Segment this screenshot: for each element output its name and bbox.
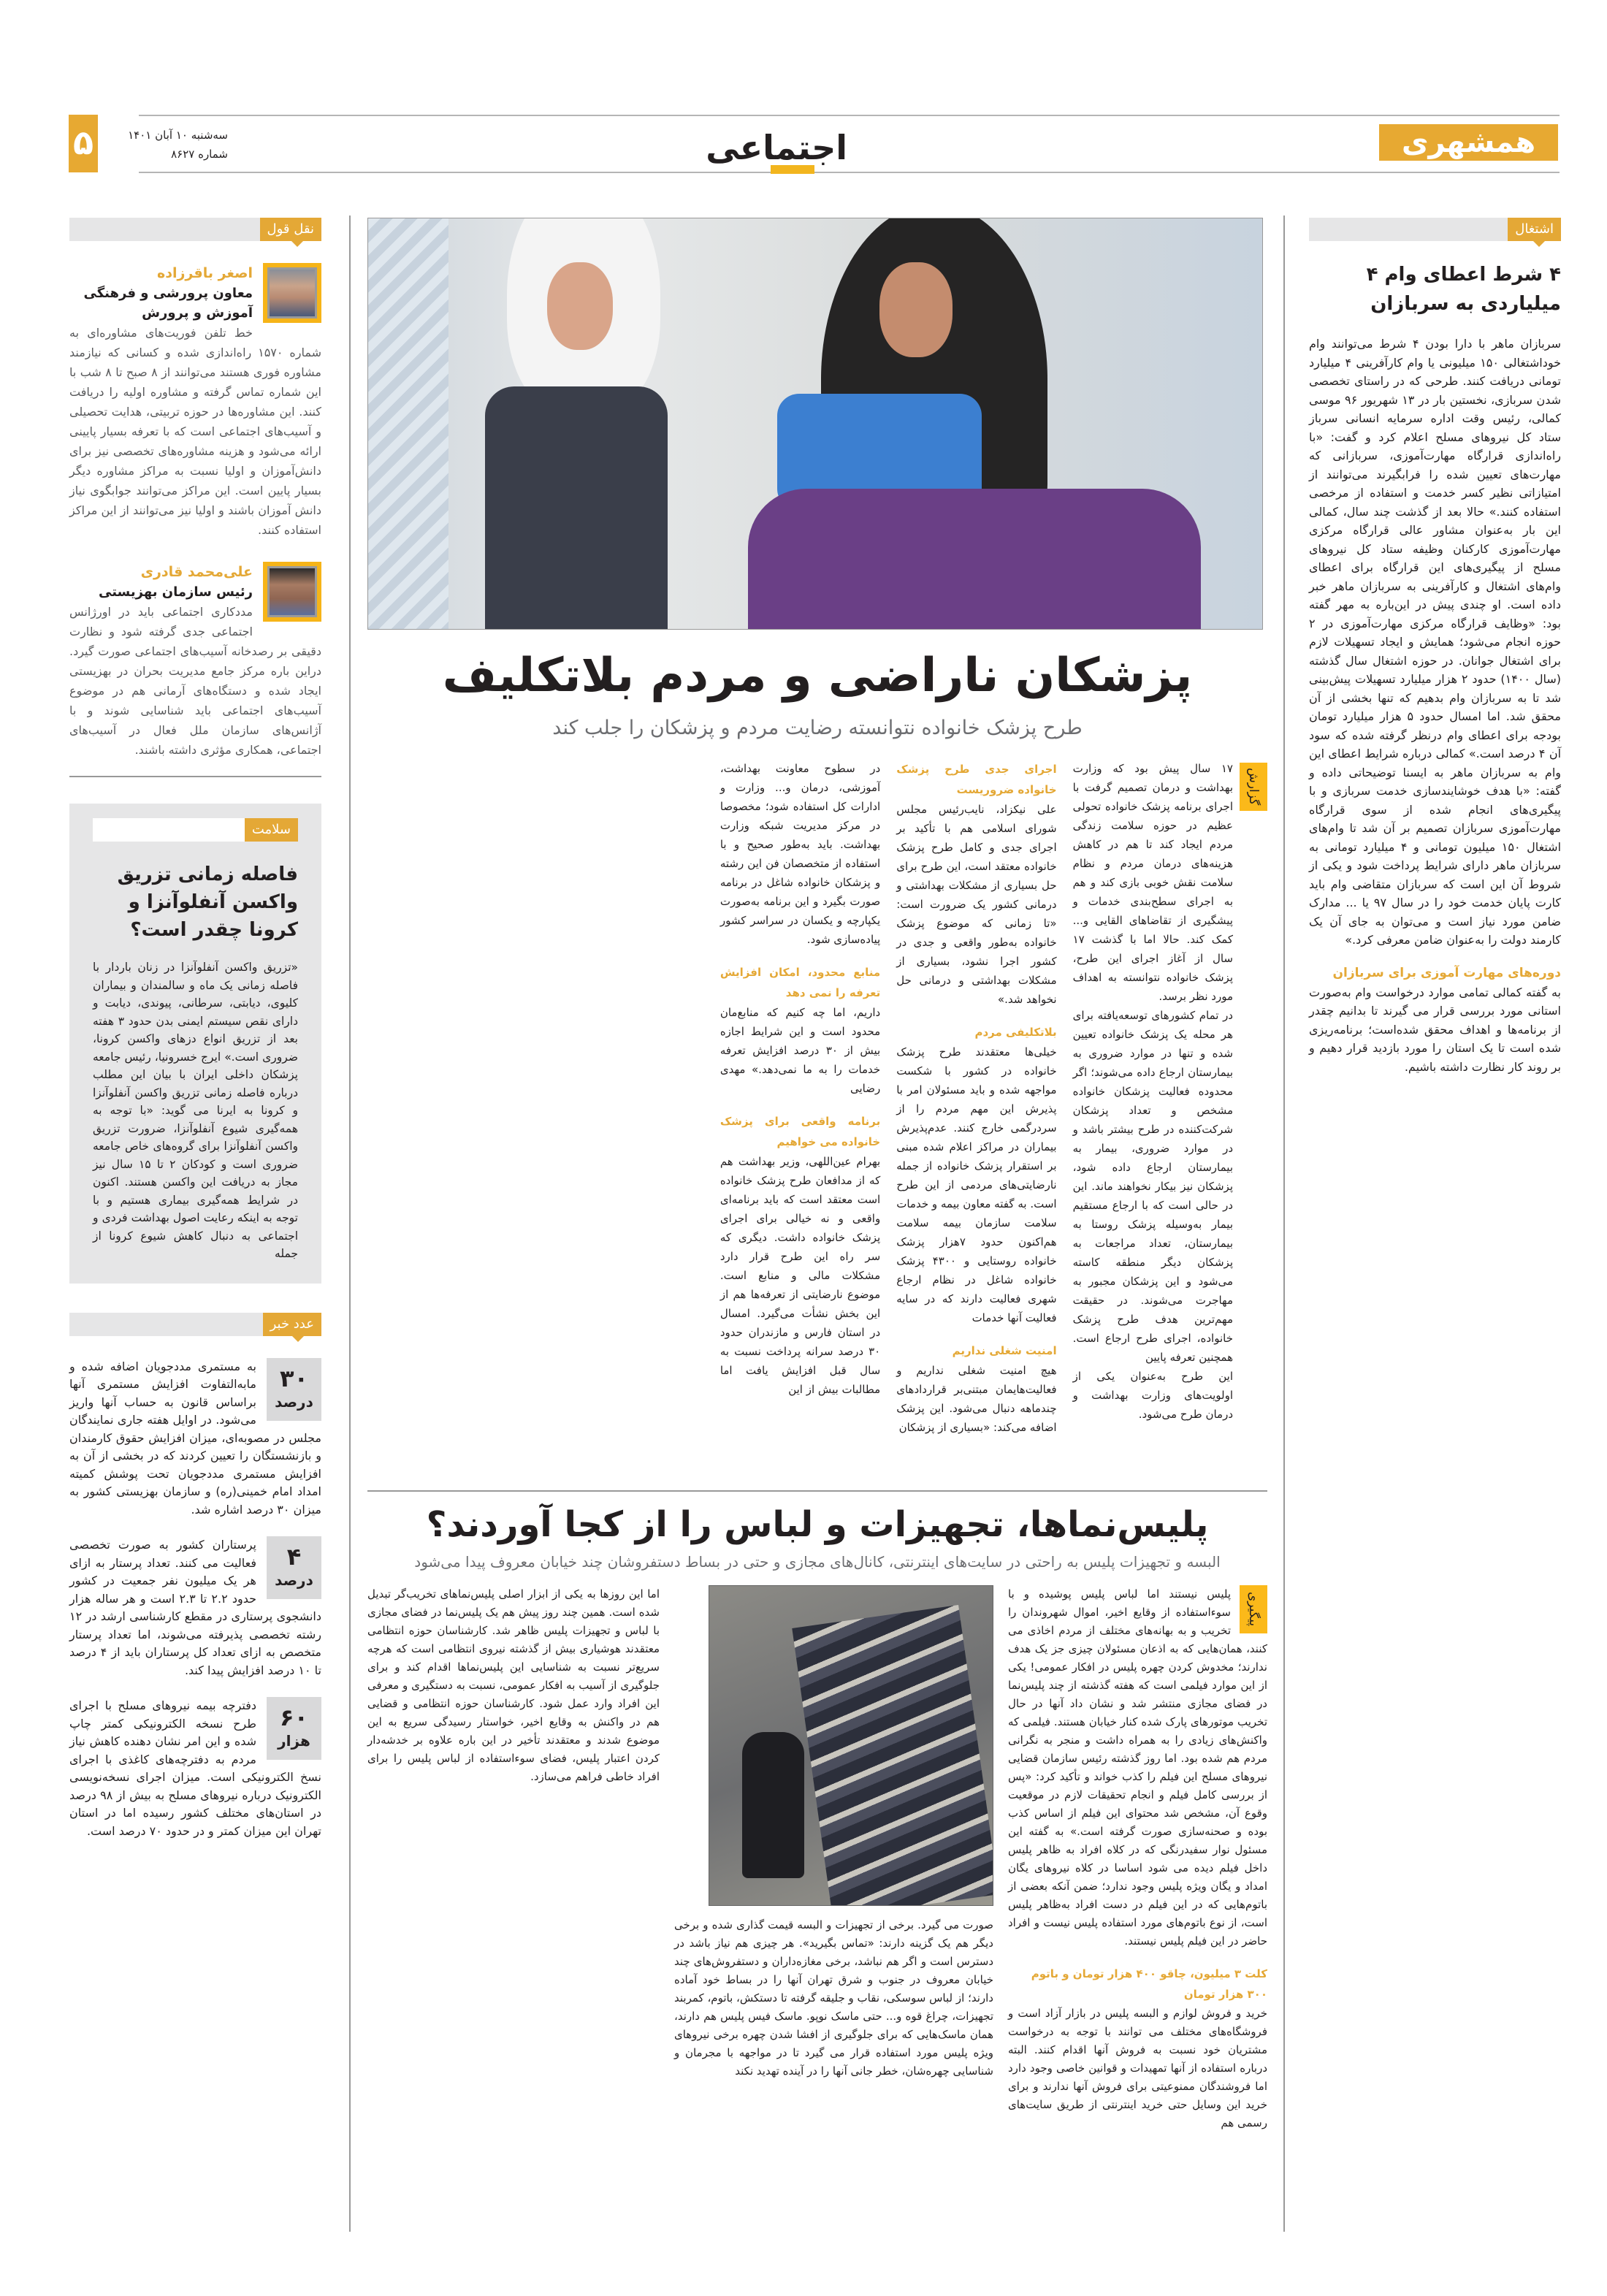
police-headline: پلیس‌نماها، تجهیزات و لباس را از کجا آوردند؟ xyxy=(426,1504,1209,1545)
number-item xyxy=(69,1697,321,1840)
article-photo xyxy=(367,218,1263,630)
police-col-right xyxy=(1008,1585,1267,2132)
newspaper-logo: همشهری xyxy=(1379,124,1558,161)
article-subheading: امنیت شغلی نداریم xyxy=(952,1344,1057,1357)
article-subheading: بلاتکلیفی مردم xyxy=(974,1026,1057,1039)
police-subheading: کلت ۳ میلیون، چاقو ۴۰۰ هزار تومان و باتوم ۳۰۰ هزار تومان xyxy=(1031,1967,1267,2001)
header-rule-bottom xyxy=(139,172,1560,173)
number-text: دفترچه بیمه نیروهای مسلح با اجرای طرح نسخه الکترونیکی کمتر چاپ شده و این امر نشان دهنده کاهش نیاز مردم به دفترچه‌های کاغذی با اجرای نسخ الکترونیکی است. میزان اجرای نسخه‌نویسی الکترونیک درباره نیروهای مسلح به بیش از ۹۸ درصد در استان‌های مختلف کشور رسیده اما در استان تهران این میزان کمتر و در حدود ۷۰ درصد است. xyxy=(69,1698,321,1838)
jobs-paragraph: سربازان ماهر با دارا بودن ۴ شرط می‌توانند وام خوداشتغالی ۱۵۰ میلیونی یا وام کارآفرینی ۴ میلیارد تومانی دریافت کنند. طرحی که در راستای تخصصی شدن سربازی، نخستین بار در ۱۳ شهریور ۹۶ موسی کمالی، رئیس وقت اداره سرمایه انسانی سرباز ستاد کل نیروهای مسلح اعلام کرد و گفت: «با راه‌اندازی قرارگاه مهارت‌آموزی، سربازانی که مهارت‌های تعیین شده را فرابگیرند می‌توانند از امتیازاتی نظیر کسر خدمت و استفاده از مرخصی استفاده کنند.» حالا بعد از گذشت چند سال، کمالی این بار به‌عنوان مشاور عالی قرارگاه مرکزی مهارت‌آموزی کارکنان وظیفه ستاد کل نیروهای مسلح از پیگیری‌های این قرارگاه برای اعطای وام‌های اشتغال و کارآفرینی به سربازان ماهر خبر داده است. او چندی پیش در این‌باره به مهر گفته بود: «وظایف قرارگاه مرکزی مهارت‌آموزی در ۲ حوزه انجام می‌شود؛ همایش و ایجاد تسهیلات لازم برای اشتغال جوانان. در حوزه اشتغال سال گذشته (سال ۱۴۰۰) حدود ۲ هزار میلیارد تسهیلات پیش‌بینی شد تا به سربازان وام بدهیم که تنها بخشی از آن محقق شد. اما امسال حدود ۵ هزار میلیارد تومان بودجه برای اعطای وام درنظر گرفته شده که سود آن ۴ درصد است.» کمالی درباره شرایط اعطای این وام به سربازان ماهر به ایسنا توضیحاتی داده و گفته: «با هدف خوشایندسازی خدمت سربازی و با پیگیری‌های انجام شده از سوی قرارگاه مهارت‌آموزی سربازان تصمیم بر آن شد تا وام‌های اشتغال ۱۵۰ میلیون تومانی و ۴ میلیارد تومانی به سربازان ماهر دارای شرایط پرداخت شود و یکی از شروط آن این است که سربازان متقاضی وام باید کارت پایان خدمت خود را در سال ۹۷ یا ... مدارک ضامن مورد نیاز است و می‌توان به جای آن یک کارمند دولت را به‌عنوان ضامن معرفی کرد.» xyxy=(1309,337,1562,947)
police-col-left: اما این روزها به یکی از ابزار اصلی پلیس‌نماهای تخریب‌گر تبدیل شده است. همین چند روز پیش هم یک پلیس‌نما در فضای مجازی با لباس و تجهیزات پلیس ظاهر شد. کارشناسان حوزه انتظامی معتقدند هوشیاری بیش از گذشته نیروی انتظامی است که هرچه سریع‌تر نسبت به شناسایی این پلیس‌نماها اقدام کند و برای جلوگیری از آسیب به افکار عمومی، نسبت به دستگیری و معرفی این افراد وارد عمل شود. کارشناسان حوزه انتظامی و قضایی هم در واکنش به وقایع اخیر، خواستار رسیدگی سریع به این موضوع شدند و معتقدند تأخیر در این باره علاوه بر خدشه‌دار کردن اعتبار پلیس، فضای سوءاستفاده از لباس پلیس را برای افراد خاطی فراهم می‌سازد. xyxy=(367,1587,660,1783)
jobs-paragraph: به گفته کمالی تمامی موارد درخواست وام به‌صورت استانی مورد بررسی قرار می گیرند تا بدانیم چقدر از برنامه‌ها و اهداف محقق شده‌است؛ برنامه‌ریزی شده است تا یک استان را مورد بازدید قرار دهیم و بر روند کار نظارت داشته باشیم. xyxy=(1309,985,1561,1074)
quote-role: معاون پرورشی و فرهنگی آموزش و پرورش xyxy=(83,286,253,321)
number-unit: هزار xyxy=(278,1732,310,1750)
number-badge xyxy=(267,1697,321,1760)
article-paragraph: در تمام کشورهای توسعه‌یافته برای هر محله یک پزشک خانواده تعیین شده و تنها در موارد ضروری به بیمارستان ارجاع داده می‌شوند؛ اگر محدوده فعالیت پزشکان خانواده مشخص و تعداد پزشکان شرکت‌کننده در طرح بیشتر باشد و در موارد ضروری، بیمار به بیمارستان ارجاع داده شود، پزشکان نیز بیکار نخواهند ماند. این در حالی است که با ارجاع مستقیم بیمار به‌وسیله پزشک روستا به بیمارستان، تعداد مراجعات به پزشکان دیگر منطقه کاسته می‌شود و این پزشکان مجبور به مهاجرت می‌شوند. در حقیقت مهم‌ترین هدف طرح پزشک خانواده، اجرای طرح ارجاع است. همچنین تعرفه پایین xyxy=(1072,1009,1233,1364)
article-subheading: برنامه واقعی برای پزشک خانواده می خواهیم xyxy=(719,1115,881,1148)
number-item xyxy=(69,1536,321,1679)
number-item xyxy=(69,1358,321,1519)
main-deck: طرح پزشک خانواده نتوانسته رضایت مردم و پزشکان را جلب کند xyxy=(552,717,1083,739)
police-text: پلیس نیستند اما لباس پلیس پوشیده و با سوءاستفاده از وقایع اخیر، اموال شهروندان را تخریب و به بهانه‌های مختلف از مردم اخاذی می کنند، همان‌هایی که به اذعان مسئولان چیزی جز یک هدف ندارند؛ مخدوش کردن چهره پلیس در افکار عمومی! یکی از این موارد فیلمی است که هفته گذشته از چند پلیس‌نما در فضای مجازی منتشر شد و نشان داد آنها در حال تخریب موتورهای پارک شده کنار خیابان هستند. فیلمی که واکنش‌های زیادی را به همراه داشت و منجر به نگرانی مردم هم شده بود. اما روز گذشته رئیس سازمان قضایی نیروهای مسلح این فیلم را کذب خواند و تأکید کرد: «پس از بررسی کامل فیلم و انجام تحقیقات لازم در موقعیت وقوع آن، مشخص شد محتوای این فیلم از اساس کذب بوده و صحنه‌سازی صورت گرفته است.» به گفته این مسئول نوار سفیدرنگی که در کلاه افراد به ظاهر پلیس داخل فیلم دیده می شود اساسا در کلاه نیروهای یگان امداد و یگان ویژه پلیس وجود ندارد؛ ضمن آنکه بعضی از باتوم‌هایی که در این فیلم در دست افراد به‌ظاهر پلیس است، از نوع باتوم‌های مورد استفاده پلیس نیست و افراد حاضر در این فیلم پلیس نیستند. xyxy=(1008,1587,1267,1948)
article-paragraph: داریم، اما چه کنیم که منابع‌مان محدود است و این شرایط اجازه بیش از ۳۰ درصد افزایش تعرفه خدمات را به ما نمی‌دهد.» مهدی رضایی xyxy=(719,1006,881,1095)
numbers-tag-label: عدد خبر xyxy=(263,1313,321,1336)
article-paragraph: خیلی‌ها معتقدند طرح پزشک خانواده در کشور با شکست مواجهه شده و باید مسئولان امر با پذیرش این مهم مردم را از سردرگمی خارج کنند. عدم‌پذیرش بیماران در مراکز اعلام شده مبنی بر استقرار پزشک خانواده از جمله نارضایتی‌های مردمی از این طرح است. به گفته معاون بیمه و خدمات سلامت سازمان بیمه سلامت هم‌اکنون حدود ۷هزار پزشک خانواده روستایی و ۴۳۰۰ پزشک خانواده شاغل در نظام ارجاع شهری فعالیت دارند که در سایه فعالیت آنها خدمات xyxy=(896,1045,1057,1324)
number-text: پرستاران کشور به صورت تخصصی فعالیت می کنند. تعداد پرستار به ازای هر یک میلیون نفر جمعیت در کشور حدود ۲.۲ تا ۲.۳ است و هر ساله هزار دانشجوی پرستاری در مقطع کارشناسی ارشد در ۱۲ رشته تخصصی پذیرفته می‌شوند، اما تعداد پرستار متخصص به ازای تعداد کل پرستاران باید از ۴ درصد تا ۱۰ درصد افزایش پیدا کند. xyxy=(69,1538,321,1677)
section-title xyxy=(706,126,847,174)
jobs-tag-label: اشتغال xyxy=(1508,218,1561,241)
number-unit: درصد xyxy=(275,1571,313,1589)
left-sidebar xyxy=(69,218,321,1840)
number-value: ۴ xyxy=(286,1543,302,1571)
jobs-body xyxy=(1309,335,1561,1076)
jobs-title: ۴ شرط اعطای وام ۴ میلیاردی به سربازان xyxy=(1366,264,1561,315)
police-col-mid: صورت می گیرد. برخی از تجهیزات و البسه قیمت گذاری شده و برخی دیگر هم یک گزینه دارند: «تماس بگیرید». هر چیزی هم نیاز باشد در دسترس است و اگر هم نباشد، برخی مغازه‌داران و دستفروش‌های چند خیابان معروف در جنوب و شرق تهران آنها را در بساط خود آماده دارند؛ از لباس سوسکی، نقاب و جلیقه گرفته تا دستکش، باتوم، کمربند تجهیزات، چراغ قوه و... حتی ماسک نوپو. ماسک فیس پلیس هم دارند، همان ماسک‌هایی که برای جلوگیری از افشا شدن چهره برخی نیروهای ویژه پلیس مورد استفاده قرار می گیرد تا در مواجهه با مجرمان و شناسایی چهره‌شان، خطر جانی آنها را در آینده تهدید نکند xyxy=(674,1918,993,2078)
issue-number: شماره ۸۶۲۷ xyxy=(171,148,228,161)
issue-date: سه‌شنبه ۱۰ آبان ۱۴۰۱ xyxy=(128,129,228,142)
number-unit: درصد xyxy=(275,1392,313,1411)
police-col-mid-wrap xyxy=(674,1585,993,2080)
curtain xyxy=(368,218,448,629)
page-number: ۵ xyxy=(69,115,98,172)
police-body xyxy=(367,1585,1267,2132)
jobs-subheading: دوره‌های مهارت آموزی برای سربازان xyxy=(1332,965,1561,980)
quote-role: رئیس سازمان بهزیستی xyxy=(98,584,253,600)
health-title: فاصله زمانی تزریق واکسن آنفلوآنزا و کرونا چقدر است؟ xyxy=(117,863,298,941)
police-photo xyxy=(709,1585,993,1906)
quote-item xyxy=(69,562,321,760)
article-paragraph: بهرام عین‌اللهی، وزیر بهداشت هم که از مدافعان طرح پزشک خانواده است معتقد است که باید برنامه‌ای واقعی و نه خیالی برای اجرای پزشک خانواده داشت. دیگری که سر راه این طرح قرار دارد مشکلات مالی و منابع است. موضوع نارضایتی از تعرفه‌ها هم از این بخش نشأت می‌گیرد. امسال در استان فارس و مازندران حدود ۳۰ درصد سرانه پرداخت نسبت به سال قبل افزایش یافت اما مطالبات بیش از این xyxy=(719,1155,881,1396)
section-title-text: اجتماعی xyxy=(706,128,847,167)
main-article-body xyxy=(367,759,1233,1438)
quotes-tag xyxy=(69,218,321,241)
article-subheading: منابع محدود، امکان افزایش تعرفه را نمی دهد xyxy=(719,966,881,999)
right-column xyxy=(1309,218,1561,1076)
number-value: ۳۰ xyxy=(279,1364,309,1392)
avatar xyxy=(263,263,321,323)
numbers-tag xyxy=(69,1313,321,1336)
motorcycles xyxy=(792,1605,993,1906)
quote-text: مددکاری اجتماعی باید در اورژانس اجتماعی جدی گرفته شود و نظارت دقیقی بر رصدخانه آسیب‌های اجتماعی صورت گیرد. دراین باره مرکز جامع مدیریت بحران در بهزیستی ایجاد شده و دستگاه‌های آرمانی هم در موضوع آسیب‌های اجتماعی باید شناسایی شوند و با آژانس‌های سازمان ملل فعال در آسیب‌های اجتماعی، همکاری مؤثری داشته باشند. xyxy=(69,605,321,757)
article-paragraph: هیچ امنیت شغلی نداریم و فعالیت‌هایمان مبتنی‌بر قراردادهای چندماهه دنبال می‌شود. این پزشک اضافه می‌کند: «بسیاری از پزشکان xyxy=(896,1364,1057,1434)
article-paragraph: این طرح به‌عنوان یکی از اولویت‌های وزارت بهداشت و درمان طرح می‌شود. xyxy=(1072,1370,1233,1421)
nurse-face xyxy=(547,262,613,350)
dateline xyxy=(104,126,228,164)
jobs-tag xyxy=(1309,218,1561,241)
article-paragraph: علی نیکزاد، نایب‌رئیس مجلس شورای اسلامی هم با تأکید بر اجرای جدی و کامل طرح پزشک خانواده معتقد است، این طرح برای حل بسیاری از مشکلات بهداشتی و درمانی کشور یک ضرورت است: «تا زمانی که موضوع پزشک خانواده به‌طور واقعی و جدی در کشور اجرا نشود، بسیاری از مشکلات بهداشتی و درمانی حل نخواهد شد.» xyxy=(896,803,1057,1006)
quotes-tag-label: نقل قول xyxy=(260,218,321,241)
number-text: به مستمری مددجویان اضافه شده و مابه‌التفاوت افزایش مستمری آنها براساس قانون به حساب آنها واریز می‌شود. در اوایل هفته جاری نمایندگان مجلس در مصوبه‌ای، میزان افزایش حقوق کارمندان و بازنشستگان را تعیین کردند که در بخشی از آن به افزایش مستمری مددجویان تحت پوشش کمیته امداد امام خمینی(ره) و سازمان بهزیستی کشور به میزان ۳۰ درصد اشاره شد. xyxy=(69,1359,321,1517)
health-tag xyxy=(93,818,298,842)
article-paragraph: در سطوح معاونت بهداشت، آموزشی، درمان و... وزارت و ادارات کل استفاده شود؛ مخصوصا در مرکز مدیریت شبکه وزارت بهداشت. باید به‌طور صحیح و با استفاده از متخصصان فن این رشته و پزشکان خانواده شاغل در برنامه صورت بگیرد و این برنامه به‌صورت یکپارچه و یکسان در سراسر کشور پیاده‌سازی شود. xyxy=(719,762,881,946)
article-subheading: اجرای جدی طرح پزشک خانواده ضروریست xyxy=(896,763,1057,796)
article-paragraph: ۱۷ سال پیش بود که وزارت بهداشت و درمان تصمیم گرفت با اجرای برنامه پزشک خانواده تحولی عظیم در حوزه سلامت زندگی مردم ایجاد کند تا هم در کاهش هزینه‌های درمان مردم و نظام سلامت نقش خوبی بازی کند و هم به اجرای سطح‌بندی خدمات و پیشگیری از تقاضاهای القایی و... کمک کند. حالا اما با گذشت ۱۷ سال از آغاز اجرای این طرح، پزشک خانواده نتوانسته به اهداف مورد نظر برسد. xyxy=(1072,762,1233,1003)
report-kicker: گزارش xyxy=(1240,763,1267,811)
police-article xyxy=(367,1490,1267,2132)
health-box xyxy=(69,804,321,1284)
main-article xyxy=(367,647,1267,1438)
nurse-uniform xyxy=(485,386,668,629)
health-body: «تزریق واکسن آنفلوآنزا در زنان باردار با فاصله زمانی یک ماه و سالمندان و بیماران کلیوی، دیابتی، سرطانی، پیوندی، دیابت و دارای نقص سیستم ایمنی بدن حدود ۳ هفته بعد از تزریق انواع دزهای واکسن کرونا، ضروری است.» ایرج خسرونیا، رئیس جامعه پزشکان داخلی ایران با بیان این مطلب درباره فاصله زمانی تزریق واکسن آنفلوآنزا و کرونا به ایرنا می گوید: «با توجه به همه‌گیری شیوع آنفلوآنزا، ضرورت تزریق واکسن آنفلوآنزا برای گروه‌های خاص جامعه ضروری است و کودکان ۲ تا ۱۵ سال نیز مجاز به دریافت این واکسن هستند. اکنون در شرایط همه‌گیری بیماری هستیم و با توجه به اینکه رعایت اصول بهداشت فردی و اجتماعی به دنبال کاهش شیوع کرونا از جمله xyxy=(93,961,299,1260)
number-value: ۶۰ xyxy=(279,1704,309,1731)
followup-kicker: پیگیری xyxy=(1240,1585,1267,1633)
masked-person xyxy=(742,1732,804,1878)
header-rule-top xyxy=(139,115,1560,116)
blanket xyxy=(748,489,1201,630)
quote-name: اصغر باقرزاده xyxy=(157,265,253,281)
health-tag-label: سلامت xyxy=(245,818,298,842)
column-divider xyxy=(349,216,351,2232)
main-headline: پزشکان ناراضی و مردم بلاتکلیف xyxy=(442,649,1193,703)
number-badge xyxy=(267,1358,321,1421)
police-deck: البسه و تجهیزات پلیس به راحتی در سایت‌های اینترنتی، کانال‌های مجازی و حتی در بساط دستفروشان چند خیابان معروف پیدا می‌شود xyxy=(414,1553,1221,1571)
divider xyxy=(69,776,321,777)
main-article-body-wrap xyxy=(367,759,1267,1438)
avatar xyxy=(263,562,321,622)
quote-item xyxy=(69,263,321,540)
quote-text: خط تلفن فوریت‌های مشاوره‌ای به شماره ۱۵۷۰ راه‌اندازی شده و کسانی که نیازمند مشاوره فوری هستند می‌توانند از ۸ صبح تا ۸ شب با این شماره تماس گرفته و مشاوره اولیه را دریافت کنند. این مشاوره‌ها در حوزه تربیتی، هدایت تحصیلی و آسیب‌های اجتماعی است که با تعرفه بسیار پایینی ارائه می‌شود و هزینه مشاوره‌های تخصصی نیز برای دانش‌آموزان و اولیا نسبت به مراکز مشاوره دیگر بسیار پایین است. این مراکز می‌توانند جوابگوی نیاز دانش آموزان باشند و اولیا نیز می‌توانند از این مراکز استفاده کنند. xyxy=(69,326,321,537)
column-divider xyxy=(1283,216,1285,2232)
patient-face xyxy=(879,262,953,357)
number-badge xyxy=(267,1536,321,1599)
police-text: خرید و فروش لوازم و البسه پلیس در بازار آزاد است و فروشگاه‌های مختلف می توانند با توجه به درخواست مشتریان خود نسبت به فروش آنها اقدام کنند. البته درباره استفاده از آنها تمهیدات و قوانین خاصی وجود دارد اما فروشندگان ممنوعیتی برای فروش آنها ندارند و برای خرید این وسایل حتی خرید اینترنتی از طریق سایت‌های رسمی هم xyxy=(1008,2007,1267,2129)
quote-name: علی‌محمد قادری xyxy=(140,564,253,580)
